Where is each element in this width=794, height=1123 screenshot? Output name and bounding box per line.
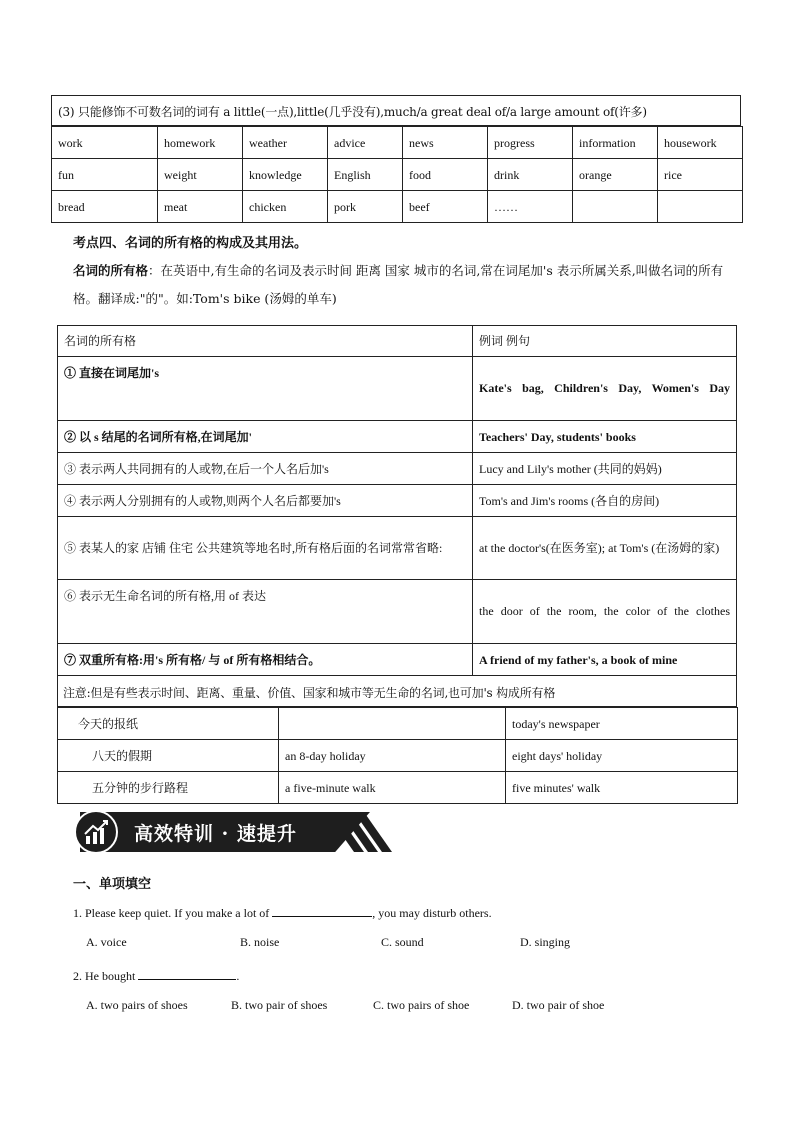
banner-title: 高效特训 · 速提升: [134, 823, 297, 845]
t3-row1-b: today's newspaper: [506, 708, 738, 740]
q2-suffix: .: [236, 969, 240, 983]
uncountable-note-text: (3) 只能修饰不可数名词的词有 a little(一点),little(几乎没有),much/a great deal of/a large amount of(许多): [58, 105, 647, 119]
table-row: [52, 127, 743, 159]
possessive-note-text: 注意:但是有些表示时间、距离、重量、价值、国家和城市等无生命的名词,也可加's 构成所有格: [63, 686, 556, 700]
q2-option-b[interactable]: B. two pair of shoes: [231, 998, 328, 1012]
q2-option-d[interactable]: D. two pair of shoe: [512, 998, 605, 1012]
noun-cell: English: [328, 159, 403, 191]
q1-option-c[interactable]: C. sound: [381, 935, 424, 949]
rule-1-example: Kate's bag, Children's Day, Women's Day: [473, 357, 737, 421]
noun-cell: [573, 191, 658, 223]
noun-cell: food: [403, 159, 488, 191]
noun-cell: work: [52, 127, 158, 159]
noun-cell: beef: [403, 191, 488, 223]
time-possessive-table: [57, 707, 738, 804]
q2-blank[interactable]: [138, 967, 236, 980]
q1-option-b[interactable]: B. noise: [240, 935, 280, 949]
noun-cell: information: [573, 127, 658, 159]
possessive-rules-table: [57, 325, 737, 676]
t3-row2-b: eight days' holiday: [506, 740, 738, 772]
noun-cell: fun: [52, 159, 158, 191]
t3-row3-cn: 五分钟的步行路程: [58, 772, 279, 804]
noun-cell: ……: [488, 191, 573, 223]
noun-cell: homework: [158, 127, 243, 159]
noun-cell: drink: [488, 159, 573, 191]
possessive-note-box: [57, 675, 737, 707]
q2-option-a[interactable]: A. two pairs of shoes: [86, 998, 188, 1012]
uncountable-note-box: [51, 95, 741, 126]
rule-6: ⑥ 表示无生命名词的所有格,用 of 表达: [58, 580, 473, 644]
q1-suffix: , you may disturb others.: [372, 906, 492, 920]
question-2: [73, 967, 239, 984]
noun-cell: advice: [328, 127, 403, 159]
possessive-definition: [73, 257, 733, 313]
header-possessive: 名词的所有格: [58, 326, 473, 357]
noun-cell: meat: [158, 191, 243, 223]
noun-cell: rice: [658, 159, 743, 191]
noun-cell: news: [403, 127, 488, 159]
t3-row3-a: a five-minute walk: [279, 772, 506, 804]
table-row: [52, 159, 743, 191]
possessive-definition-text: ：在英语中,有生命的名词及表示时间 距离 国家 城市的名词,常在词尾加's 表示所属关系,叫做名词的所有格。翻译成:"的"。如:Tom's bike (汤姆的单车): [73, 263, 724, 306]
chart-badge-icon: [74, 810, 118, 854]
t3-row3-b: five minutes' walk: [506, 772, 738, 804]
noun-cell: orange: [573, 159, 658, 191]
noun-cell: chicken: [243, 191, 328, 223]
rule-1: ① 直接在词尾加's: [58, 357, 473, 421]
rule-6-example: the door of the room, the color of the clothes: [473, 580, 737, 644]
noun-cell: progress: [488, 127, 573, 159]
possessive-label: 名词的所有格: [73, 263, 149, 278]
rule-3: ③ 表示两人共同拥有的人或物,在后一个人名后加's: [58, 453, 473, 485]
rule-5: ⑤ 表某人的家 店铺 住宅 公共建筑等地名时,所有格后面的名词常常省略:: [58, 517, 473, 580]
t3-row1-cn: 今天的报纸: [58, 708, 279, 740]
rule-7-example: A friend of my father's, a book of mine: [473, 644, 737, 676]
rule-4-example: Tom's and Jim's rooms (各自的房间): [473, 485, 737, 517]
rule-7: ⑦ 双重所有格:用's 所有格/ 与 of 所有格相结合。: [58, 644, 473, 676]
noun-cell: pork: [328, 191, 403, 223]
noun-cell: bread: [52, 191, 158, 223]
noun-cell: weather: [243, 127, 328, 159]
question-1: [73, 904, 492, 921]
exercise-title: 一、单项填空: [73, 877, 152, 892]
table-row: [52, 191, 743, 223]
q2-option-c[interactable]: C. two pairs of shoe: [373, 998, 470, 1012]
noun-cell: weight: [158, 159, 243, 191]
section4-title: 考点四、名词的所有格的构成及其用法。: [73, 236, 308, 251]
q1-blank[interactable]: [272, 904, 372, 917]
q1-prefix: 1. Please keep quiet. If you make a lot of: [73, 906, 270, 920]
q1-option-a[interactable]: A. voice: [86, 935, 127, 949]
t3-row2-a: an 8-day holiday: [279, 740, 506, 772]
rule-2-example: Teachers' Day, students' books: [473, 421, 737, 453]
uncountable-nouns-table: [51, 126, 743, 223]
q2-prefix: 2. He bought: [73, 969, 136, 983]
noun-cell: [658, 191, 743, 223]
rule-5-example: at the doctor's(在医务室); at Tom's (在汤姆的家): [473, 517, 737, 580]
rule-4: ④ 表示两人分别拥有的人或物,则两个人名后都要加's: [58, 485, 473, 517]
noun-cell: housework: [658, 127, 743, 159]
rule-2: ② 以 s 结尾的名词所有格,在词尾加': [58, 421, 473, 453]
rule-3-example: Lucy and Lily's mother (共同的妈妈): [473, 453, 737, 485]
noun-cell: knowledge: [243, 159, 328, 191]
t3-row2-cn: 八天的假期: [58, 740, 279, 772]
q1-option-d[interactable]: D. singing: [520, 935, 571, 949]
t3-row1-a: [279, 708, 506, 740]
header-examples: 例词 例句: [473, 326, 737, 357]
